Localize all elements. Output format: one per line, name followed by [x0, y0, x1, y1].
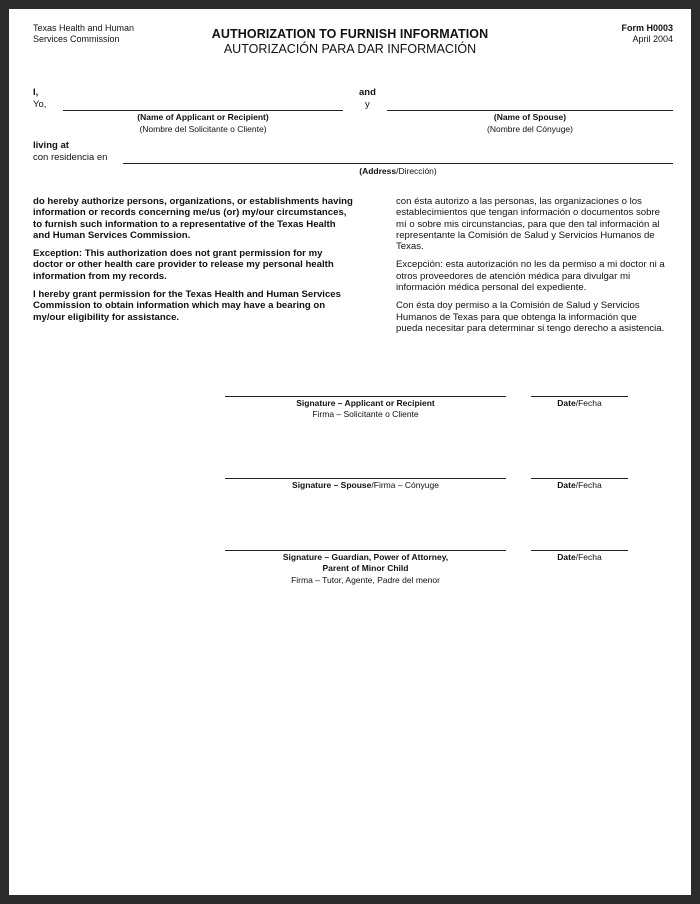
form-title-english: AUTHORIZATION TO FURNISH INFORMATION [211, 27, 489, 41]
address-label-es: con residencia en [33, 152, 108, 163]
guardian-signature-caption-en-2: Parent of Minor Child [322, 563, 409, 573]
body-en-exception: Exception: This authorization does not grant permission for my doctor or other health care provider to release my personal health information from my records. [33, 248, 334, 282]
spouse-label-en: and [359, 87, 376, 98]
applicant-name-field[interactable] [63, 110, 343, 111]
date-caption-es: /Fecha [575, 480, 602, 490]
guardian-signature-field[interactable] [225, 550, 506, 551]
agency-line-1: Texas Health and Human [33, 23, 135, 33]
date-caption-en: Date [557, 398, 576, 408]
address-field[interactable] [123, 163, 673, 164]
spouse-date-caption [531, 480, 628, 490]
spouse-caption-es: (Nombre del Cónyuge) [487, 124, 573, 134]
applicant-caption-es: (Nombre del Solicitante o Cliente) [139, 124, 267, 134]
applicant-label-es: Yo, [33, 99, 47, 110]
guardian-date-field[interactable] [531, 550, 628, 551]
applicant-caption-en: (Name of Applicant or Recipient) [137, 112, 269, 122]
date-caption-es: /Fecha [575, 552, 602, 562]
applicant-label-en: I, [33, 87, 39, 98]
applicant-signature-caption-es: Firma – Solicitante o Cliente [312, 409, 419, 419]
spouse-signature-caption-es: /Firma – Cónyuge [371, 480, 439, 490]
body-es-exception: Excepción: esta autorización no les da permiso a mi doctor ni a otros proveedores de atención médica para divulgar mi información médica personal del expediente. [396, 259, 665, 294]
body-english [33, 196, 353, 323]
applicant-signature-caption-en: Signature – Applicant or Recipient [296, 398, 435, 408]
date-caption-en: Date [557, 480, 576, 490]
date-caption-es: /Fecha [575, 398, 602, 408]
body-spanish [396, 196, 666, 334]
applicant-signature-field[interactable] [225, 396, 506, 397]
spouse-label-es: y [365, 99, 370, 110]
spouse-signature-field[interactable] [225, 478, 506, 479]
address-caption-en: (Address [359, 166, 397, 176]
guardian-signature-caption-es: Firma – Tutor, Agente, Padre del menor [291, 575, 440, 585]
spouse-caption-en: (Name of Spouse) [493, 112, 567, 122]
guardian-date-caption [531, 552, 628, 562]
agency-line-2: Services Commission [33, 34, 120, 44]
spouse-signature-caption [225, 480, 506, 490]
form-title-spanish: AUTORIZACIÓN PARA DAR INFORMACIÓN [223, 42, 477, 56]
body-en-permission: I hereby grant permission for the Texas Health and Human Services Commission to obtain information which may have a bearing on my/our eligibility for assistance. [33, 289, 341, 323]
spouse-signature-caption-en: Signature – Spouse [292, 480, 372, 490]
address-caption-es: /Dirección) [396, 166, 437, 176]
form-number: Form H0003 [621, 23, 673, 33]
applicant-date-caption [531, 398, 628, 408]
guardian-signature-caption-en-1: Signature – Guardian, Power of Attorney, [282, 552, 449, 562]
body-en-authorization: do hereby authorize persons, organizations, or establishments having information or records concerning me/us (or) my/our circumstances, to furnish such information to a representative of the Texas Health and Human Services Commission. [33, 196, 353, 241]
address-label-en: living at [33, 140, 69, 151]
spouse-name-field[interactable] [387, 110, 673, 111]
body-es-authorization: con ésta autorizo a las personas, las organizaciones o los establecimientos que tengan información o documentos sobre mí o sobre mis circunstancias, para que den tal información al representante la Comisión de Salud y Servicios Humanos de Texas. [396, 196, 660, 253]
form-id [621, 23, 673, 45]
form-date: April 2004 [632, 34, 673, 44]
body-es-permission: Con ésta doy permiso a la Comisión de Salud y Servicios Humanos de Texas para que obtenga la información que pueda necesitar para determinar si tengo derecho a asistencia. [396, 300, 665, 334]
applicant-date-field[interactable] [531, 396, 628, 397]
date-caption-en: Date [557, 552, 576, 562]
form-page [9, 9, 691, 895]
address-caption [123, 166, 673, 176]
spouse-date-field[interactable] [531, 478, 628, 479]
